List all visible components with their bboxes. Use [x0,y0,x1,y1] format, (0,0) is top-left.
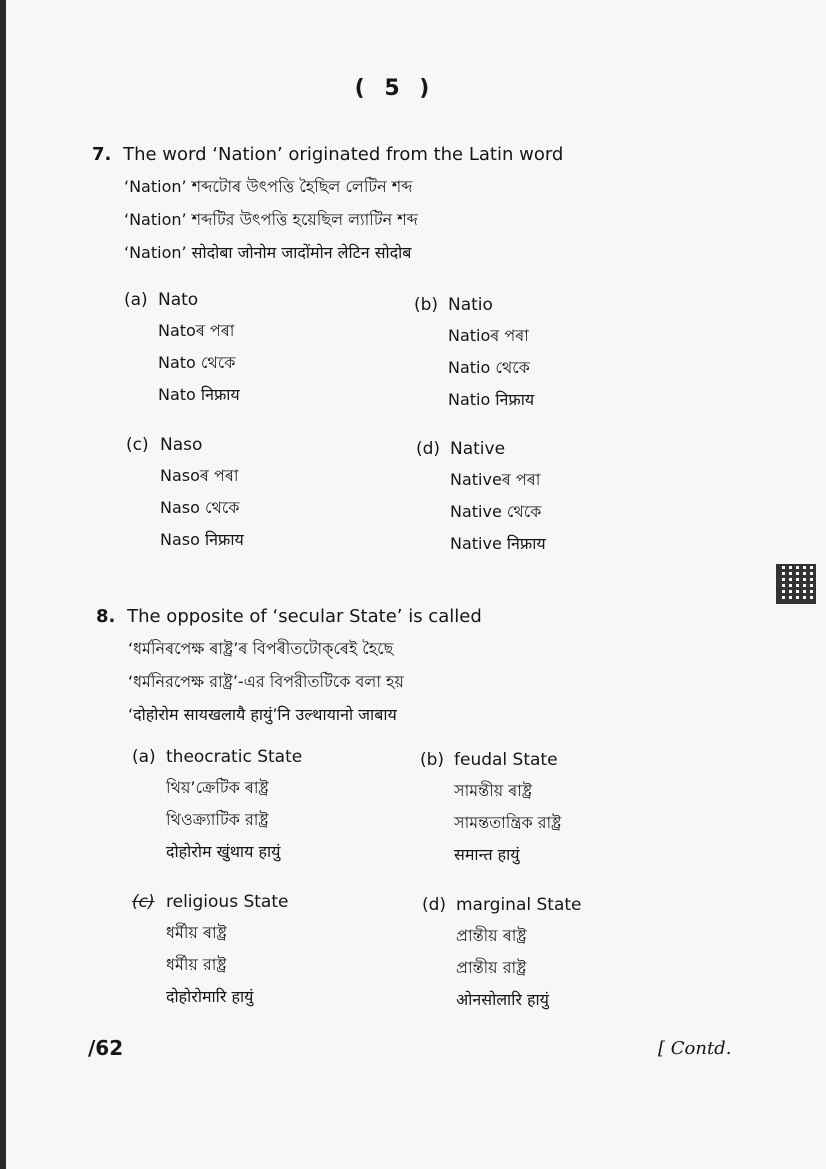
paper-code: /62 [88,1036,124,1060]
option-d[interactable] [416,434,546,560]
option-line: समान्त हायुं [454,845,520,864]
option-label: (c) [126,435,149,455]
option-line: সামন্তীয় ৰাষ্ট্ৰ [454,781,533,800]
option-line: ओनसोलारि हायुं [456,990,549,1009]
translation-bodo: ‘दोहोरोम सायखलायै हायुं’नि उल्थायानो जाबाय [128,705,397,724]
question-text [92,140,732,170]
question-number: 8. [96,606,116,627]
option-label: (b) [414,295,439,315]
option-label: (a) [124,290,148,310]
option-line: থিয়’ক্রেটিক ৰাষ্ট্ৰ [166,778,269,797]
option-line: Natio থেকে [448,358,530,377]
option-line: Naso থেকে [160,498,240,517]
question-8 [96,602,736,731]
option-label: (d) [422,895,447,915]
option-line: Native থেকে [450,502,542,521]
option-text: theocratic State [166,747,303,767]
option-line: Nasoৰ পৰা [160,466,239,485]
option-d[interactable] [422,890,582,1016]
option-line: Nato निफ्राय [158,385,240,404]
option-line: Natioৰ পৰা [448,326,529,345]
option-line: থিওক্র্যাটিক রাষ্ট্র [166,810,269,829]
continued-note: [ Contd. [658,1038,732,1059]
option-a[interactable] [124,285,240,411]
translation-bodo: ‘Nation’ सोदोबा जोनोम जादोंमोन लेटिन सोदोब [124,243,412,262]
option-line: ধর্মীয় রাষ্ট্র [166,955,227,974]
option-text: Naso [160,435,203,455]
option-c[interactable] [132,887,288,1013]
option-text: Native [450,439,506,459]
qr-code-icon [776,564,816,604]
translation-bengali: ‘ধর্মনিরপেক্ষ রাষ্ট্র’-এর বিপরীতটিকে বলা হয় [128,672,404,691]
option-text: Nato [158,290,199,310]
question-english: The opposite of ‘secular State’ is called [127,606,482,627]
option-text: religious State [166,892,289,912]
option-b[interactable] [414,290,534,416]
translation-assamese: ‘Nation’ শব্দটোৰ উৎপত্তি হৈছিল লেটিন শব্দ [124,177,413,196]
question-text [96,602,736,632]
option-line: ধর্মীয় ৰাষ্ট্ৰ [166,923,227,942]
option-line: Nato থেকে [158,353,236,372]
option-line: Native निफ्राय [450,534,546,553]
option-line: প্ৰান্তীয় ৰাষ্ট্ৰ [456,926,527,945]
option-label: (d) [416,439,441,459]
option-line: Naso निफ्राय [160,530,244,549]
option-line: Nativeৰ পৰা [450,470,541,489]
option-line: दोहोरोमारि हायुं [166,987,254,1006]
option-line: Natio निफ्राय [448,390,535,409]
option-text: feudal State [454,750,558,770]
option-line: সামন্ততান্ত্রিক রাষ্ট্র [454,813,562,832]
option-c[interactable] [126,430,244,556]
option-b[interactable] [420,745,561,871]
question-number: 7. [92,144,112,165]
option-line: প্রান্তীয় রাষ্ট্র [456,958,527,977]
option-label: (b) [420,750,445,770]
option-line: Natoৰ পৰা [158,321,235,340]
translation-bengali: ‘Nation’ শব্দটির উৎপত্তি হয়েছিল ল্যাটিন শব্দ [124,210,418,229]
option-line: दोहोरोम खुंथाय हायुं [166,842,281,861]
page-edge [0,0,6,1169]
option-text: marginal State [456,895,582,915]
question-7 [92,140,732,269]
page-number: ( 5 ) [354,76,436,101]
translation-assamese: ‘ধর্মনিৰপেক্ষ ৰাষ্ট্ৰ’ৰ বিপৰীতটোক্‌ৰেই হৈছে [128,639,394,658]
option-text: Natio [448,295,493,315]
option-label: (a) [132,747,156,767]
option-a[interactable] [132,742,302,868]
option-label: (c) [132,892,155,912]
question-english: The word ‘Nation’ originated from the Latin word [123,144,564,165]
